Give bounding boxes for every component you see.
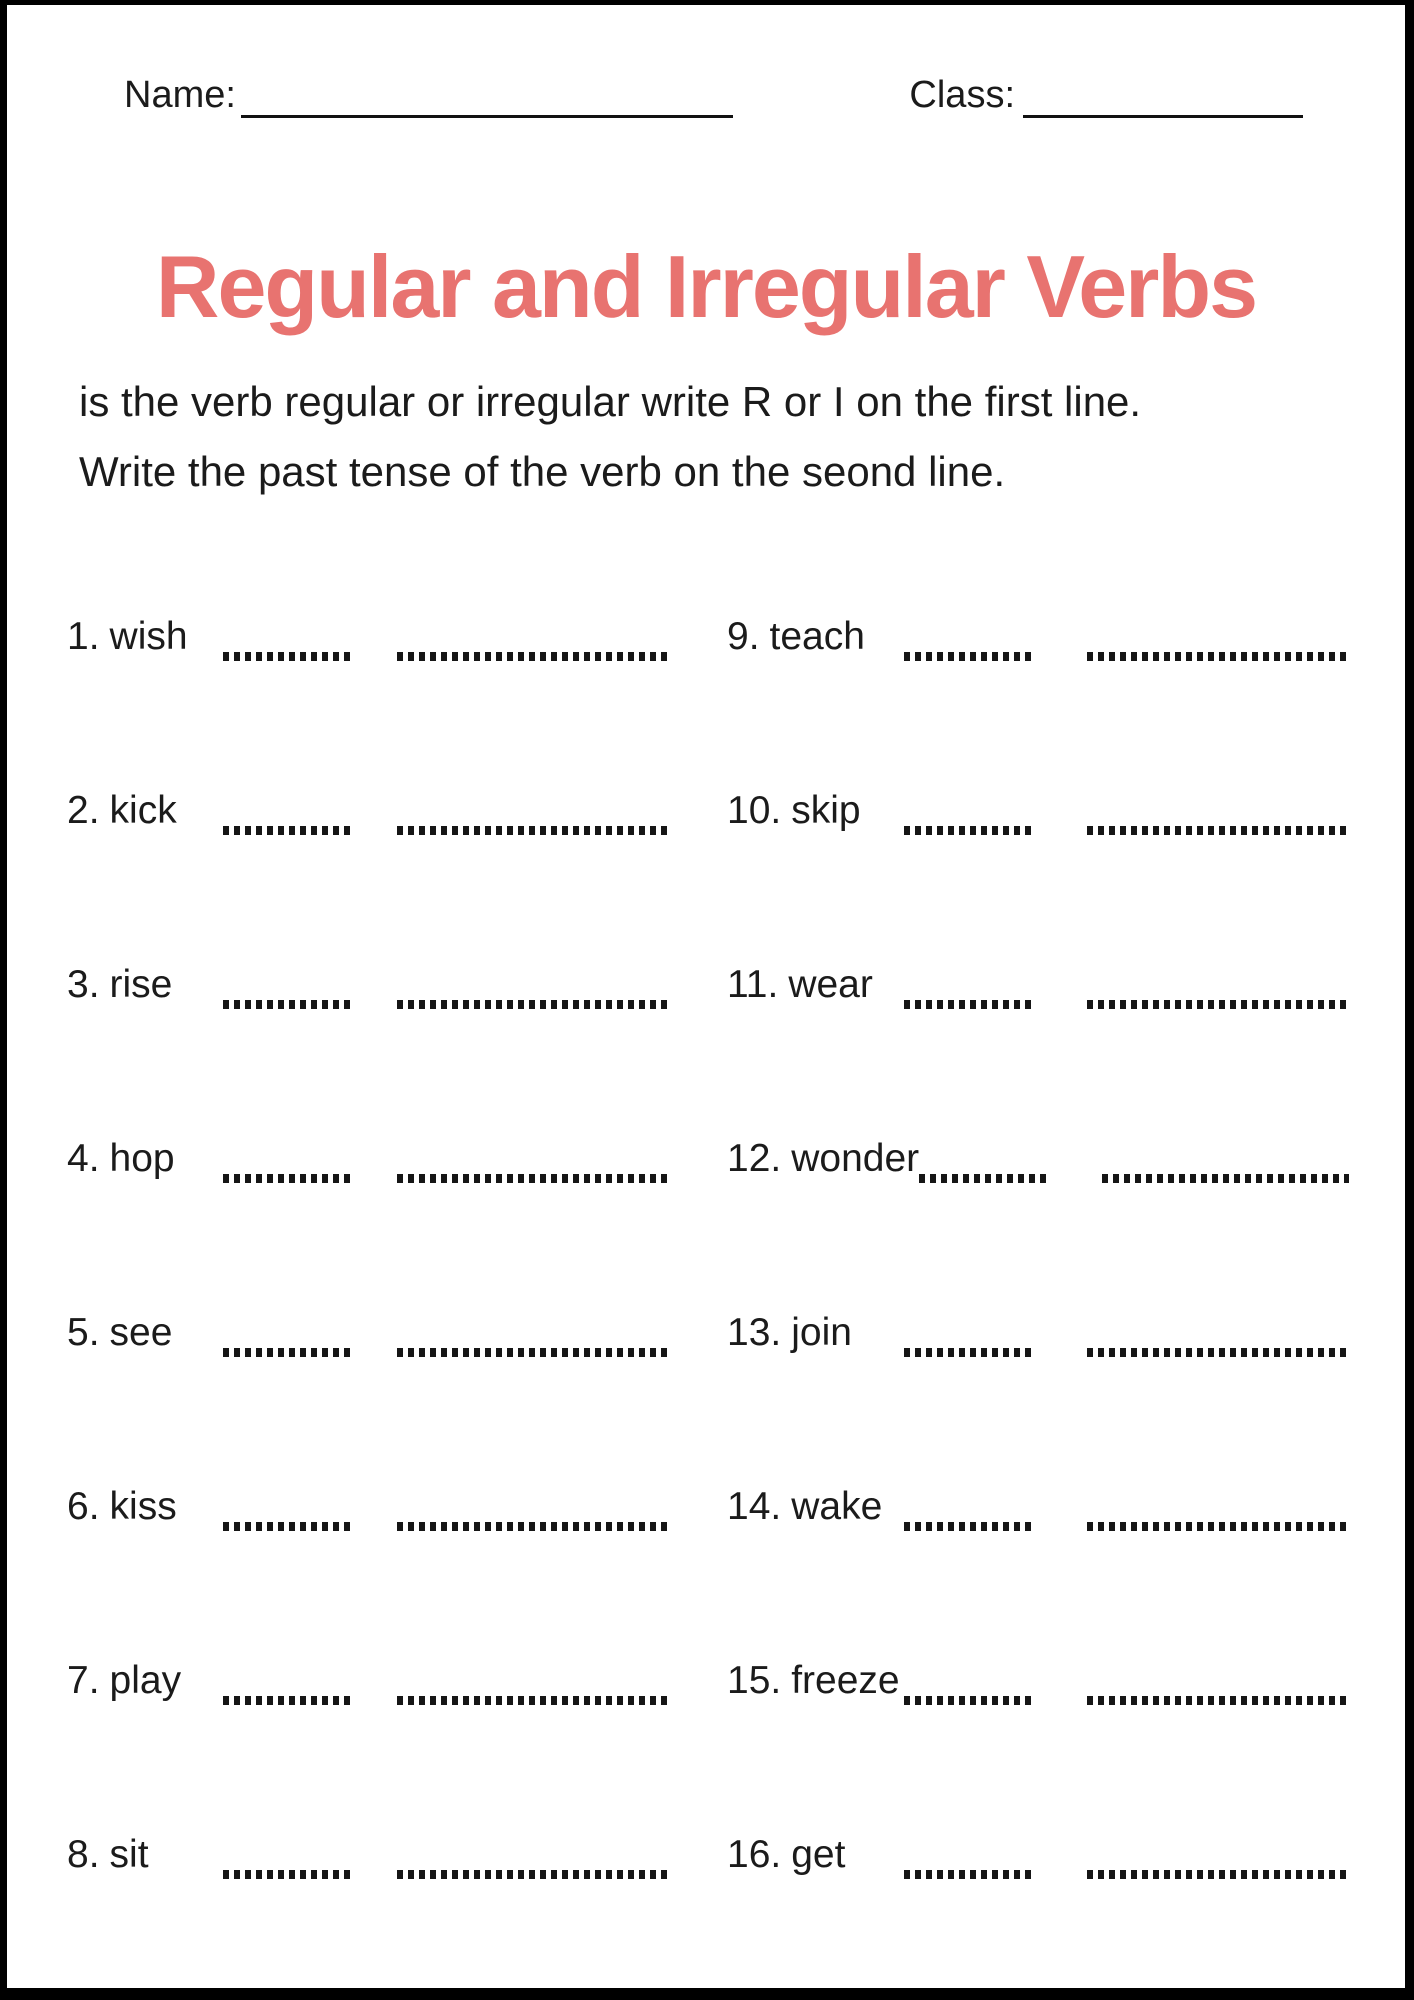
answer-line-past-tense [1087,826,1349,835]
verb-text: freeze [791,1659,900,1703]
verb-text: wonder [791,1137,920,1181]
verb-item [727,491,1349,665]
verb-item [67,839,670,1013]
verb-label [67,1486,223,1535]
verb-text: wish [109,615,188,659]
verb-item [67,1535,670,1709]
verb-label [727,1834,904,1883]
answer-line-regular-irregular [904,1522,1035,1531]
verb-item [67,1361,670,1535]
verb-number: 9. [727,615,760,659]
verb-text: join [791,1311,852,1355]
answer-line-regular-irregular [223,1174,354,1183]
verb-label [67,1138,223,1187]
answer-line-past-tense [1087,1522,1349,1531]
verb-label [727,1486,904,1535]
answer-line-past-tense [397,1870,670,1879]
verb-item [727,839,1349,1013]
verb-label [727,616,904,665]
answer-line-past-tense [1102,1174,1349,1183]
answer-line-past-tense [1087,1000,1349,1009]
verb-text: wake [791,1485,883,1529]
verb-number: 1. [67,615,100,659]
name-label: Name: [124,74,236,117]
verb-text: rise [109,963,173,1007]
answer-line-past-tense [397,1174,670,1183]
page-title: Regular and Irregular Verbs [155,237,1257,336]
verb-number: 6. [67,1485,100,1529]
verb-number: 5. [67,1311,100,1355]
answer-line-regular-irregular [223,826,354,835]
verb-label [727,1138,919,1187]
verb-label [67,1312,223,1361]
verb-number: 15. [727,1659,782,1703]
answer-line-regular-irregular [223,1522,354,1531]
verb-number: 12. [727,1137,782,1181]
verb-text: sit [109,1833,149,1877]
verb-number: 16. [727,1833,782,1877]
verb-number: 4. [67,1137,100,1181]
verb-item [67,1013,670,1187]
verb-item [727,665,1349,839]
answer-line-past-tense [1087,1870,1349,1879]
answer-line-past-tense [397,1000,670,1009]
verb-text: skip [791,789,861,833]
verb-text: get [791,1833,846,1877]
answer-line-past-tense [397,652,670,661]
verb-text: wear [788,963,873,1007]
answer-line-regular-irregular [904,1348,1035,1357]
answer-line-regular-irregular [223,1870,354,1879]
answer-line-past-tense [1087,1348,1349,1357]
verb-column-left [67,491,670,1883]
class-field [909,71,1303,118]
answer-line-regular-irregular [904,1870,1035,1879]
verb-label [727,790,904,839]
answer-line-past-tense [397,1348,670,1357]
class-label: Class: [909,74,1015,117]
verb-label [67,1834,223,1883]
verb-number: 8. [67,1833,100,1877]
answer-line-regular-irregular [904,826,1035,835]
name-field [124,71,733,118]
verb-text: play [109,1659,182,1703]
verb-label [727,1660,904,1709]
answer-line-past-tense [397,826,670,835]
verb-text: kiss [109,1485,177,1529]
answer-line-regular-irregular [223,1000,354,1009]
answer-line-regular-irregular [223,1348,354,1357]
verb-text: teach [769,615,865,659]
verb-number: 11. [727,963,779,1007]
verb-list [67,491,1349,1883]
verb-item [727,1535,1349,1709]
answer-line-past-tense [1087,652,1349,661]
verb-item [727,1187,1349,1361]
verb-number: 10. [727,789,782,833]
verb-number: 3. [67,963,100,1007]
verb-item [67,665,670,839]
answer-line-past-tense [1087,1696,1349,1705]
name-blank-line [241,71,733,118]
verb-label [727,964,904,1013]
instructions-line-2: Write the past tense of the verb on the seond line. [79,448,1006,495]
verb-label [727,1312,904,1361]
instructions-line-1: is the verb regular or irregular write R or I on the first line. [79,378,1142,425]
answer-line-regular-irregular [904,1000,1035,1009]
answer-line-regular-irregular [919,1174,1050,1183]
verb-text: hop [109,1137,175,1181]
instructions [79,367,1379,507]
verb-item [727,1709,1349,1883]
answer-line-regular-irregular [904,1696,1035,1705]
answer-line-past-tense [397,1696,670,1705]
verb-item [727,1361,1349,1535]
verb-number: 7. [67,1659,100,1703]
verb-column-right [727,491,1349,1883]
answer-line-regular-irregular [223,1696,354,1705]
header [124,71,1303,118]
verb-item [727,1013,1349,1187]
verb-label [67,964,223,1013]
verb-text: see [109,1311,173,1355]
verb-item [67,491,670,665]
verb-number: 14. [727,1485,782,1529]
verb-item [67,1709,670,1883]
verb-text: kick [109,789,177,833]
verb-item [67,1187,670,1361]
verb-number: 13. [727,1311,782,1355]
answer-line-regular-irregular [904,652,1035,661]
verb-number: 2. [67,789,100,833]
verb-label [67,790,223,839]
verb-label [67,1660,223,1709]
answer-line-regular-irregular [223,652,354,661]
class-blank-line [1023,71,1303,118]
verb-label [67,616,223,665]
answer-line-past-tense [397,1522,670,1531]
